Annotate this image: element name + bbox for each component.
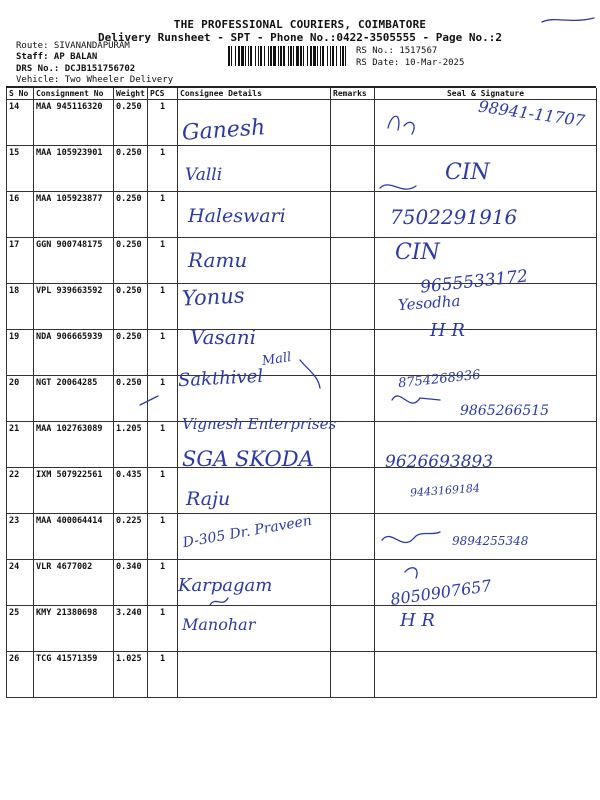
consignment-cell: TCG 41571359 [34,652,114,698]
rs-date: RS Date: 10-Mar-2025 [356,58,465,68]
weight-cell: 0.250 [114,100,148,146]
handwritten-mall-note: Mall [261,350,293,369]
consignment-cell: MAA 945116320 [34,100,114,146]
consignment-cell: NDA 906665939 [34,330,114,376]
drs-label: DRS No.: DCJB151756702 [16,64,136,74]
page-title: THE PROFESSIONAL COURIERS, COIMBATORE [173,18,427,31]
pen-stroke [210,598,228,605]
sno-cell: 24 [7,560,34,606]
handwritten-consignee-name: Manohar [182,615,256,634]
pcs-cell: 1 [148,560,178,606]
handwritten-consignee-name: Sakthivel [177,365,264,392]
weight-cell: 0.250 [114,238,148,284]
handwritten-signature-entry: 8754268936 [397,367,482,392]
handwritten-signature-entry: 7502291916 [390,205,518,229]
sno-cell: 18 [7,284,34,330]
consignment-cell: VPL 939663592 [34,284,114,330]
handwritten-signature-entry: Yesodha [397,291,461,315]
sno-cell: 21 [7,422,34,468]
page-subtitle: Delivery Runsheet - SPT - Phone No.:0422-3505555 - Page No.:2 [98,31,502,44]
weight-cell: 0.250 [114,192,148,238]
pen-stroke [392,396,440,403]
pen-stroke [380,185,416,189]
sno-cell: 26 [7,652,34,698]
handwritten-consignee-name: SGA SKODA [182,447,314,471]
handwritten-signature-entry: 9655533172 [419,266,529,298]
sno-cell: 14 [7,100,34,146]
handwritten-signature-entry: 9626693893 [385,452,494,472]
sno-cell: 15 [7,146,34,192]
handwritten-consignee-name: Ramu [188,248,248,272]
sno-cell: 20 [7,376,34,422]
sno-cell: 23 [7,514,34,560]
pcs-cell: 1 [148,376,178,422]
weight-cell: 1.205 [114,422,148,468]
handwritten-signature-entry: H R [400,610,435,631]
weight-cell: 0.250 [114,376,148,422]
consignment-cell: VLR 4677002 [34,560,114,606]
col-pcs: PCS [148,88,178,100]
pcs-cell: 1 [148,468,178,514]
pen-stroke [382,532,440,543]
pcs-cell: 1 [148,652,178,698]
pen-stroke [405,568,417,578]
handwritten-consignee-name: Yonus [181,283,246,311]
handwritten-consignee-name: Haleswari [188,205,286,227]
sno-cell: 19 [7,330,34,376]
sno-cell: 17 [7,238,34,284]
pcs-cell: 1 [148,238,178,284]
handwritten-signature-entry: 9894255348 [452,534,529,548]
weight-cell: 0.340 [114,560,148,606]
weight-cell: 0.435 [114,468,148,514]
consignment-cell: MAA 105923877 [34,192,114,238]
consignment-cell: MAA 102763089 [34,422,114,468]
weight-cell: 3.240 [114,606,148,652]
sno-cell: 16 [7,192,34,238]
vehicle-label: Vehicle: Two Wheeler Delivery [16,75,174,85]
pcs-cell: 1 [148,146,178,192]
sno-cell: 25 [7,606,34,652]
handwritten-signature-entry: 98941-11707 [477,96,587,131]
handwritten-signature-entry: H R [430,320,465,341]
pcs-cell: 1 [148,606,178,652]
col-consignee: Consignee Details [178,88,331,100]
consignment-cell: IXM 507922561 [34,468,114,514]
pcs-cell: 1 [148,192,178,238]
handwritten-consignee-name: Ganesh [181,115,267,146]
weight-cell: 0.225 [114,514,148,560]
handwritten-consignee-name: Karpagam [178,575,273,596]
consignment-cell: MAA 400064414 [34,514,114,560]
pcs-cell: 1 [148,514,178,560]
col-consignment: Consignment No [34,88,114,100]
handwritten-consignee-name: Vasani [190,325,256,349]
weight-cell: 0.250 [114,284,148,330]
sno-cell: 22 [7,468,34,514]
weight-cell: 0.250 [114,146,148,192]
consignment-cell: MAA 105923901 [34,146,114,192]
consignment-cell: KMY 21380698 [34,606,114,652]
pen-stroke [388,116,414,134]
pen-stroke [140,396,158,405]
consignment-cell: NGT 20064285 [34,376,114,422]
handwritten-signature-entry: 9443169184 [409,481,481,500]
pcs-cell: 1 [148,422,178,468]
staff-label: Staff: AP BALAN [16,52,98,62]
rs-number: RS No.: 1517567 [356,46,438,56]
col-sno: S No [7,88,34,100]
col-signature: Seal & Signature [375,88,597,100]
route-label: Route: SIVANANDAPURAM [16,41,130,51]
weight-cell: 1.025 [114,652,148,698]
consignment-cell: GGN 900748175 [34,238,114,284]
handwritten-signature-entry: CIN [445,160,490,185]
handwritten-signature-entry: 8050907657 [389,576,493,609]
pcs-cell: 1 [148,284,178,330]
handwritten-consignee-name: Raju [186,488,231,510]
pcs-cell: 1 [148,330,178,376]
handwritten-consignee-name: Valli [185,165,223,185]
pcs-cell: 1 [148,100,178,146]
col-remarks: Remarks [331,88,375,100]
handwritten-consignee-name: D-305 Dr. Praveen [181,512,314,552]
handwritten-signature-entry: 9865266515 [460,403,550,419]
weight-cell: 0.250 [114,330,148,376]
col-weight: Weight [114,88,148,100]
handwritten-consignee-name: Vignesh Enterprises [182,415,337,433]
handwritten-signature-entry: CIN [395,240,440,265]
pen-stroke [300,360,320,388]
